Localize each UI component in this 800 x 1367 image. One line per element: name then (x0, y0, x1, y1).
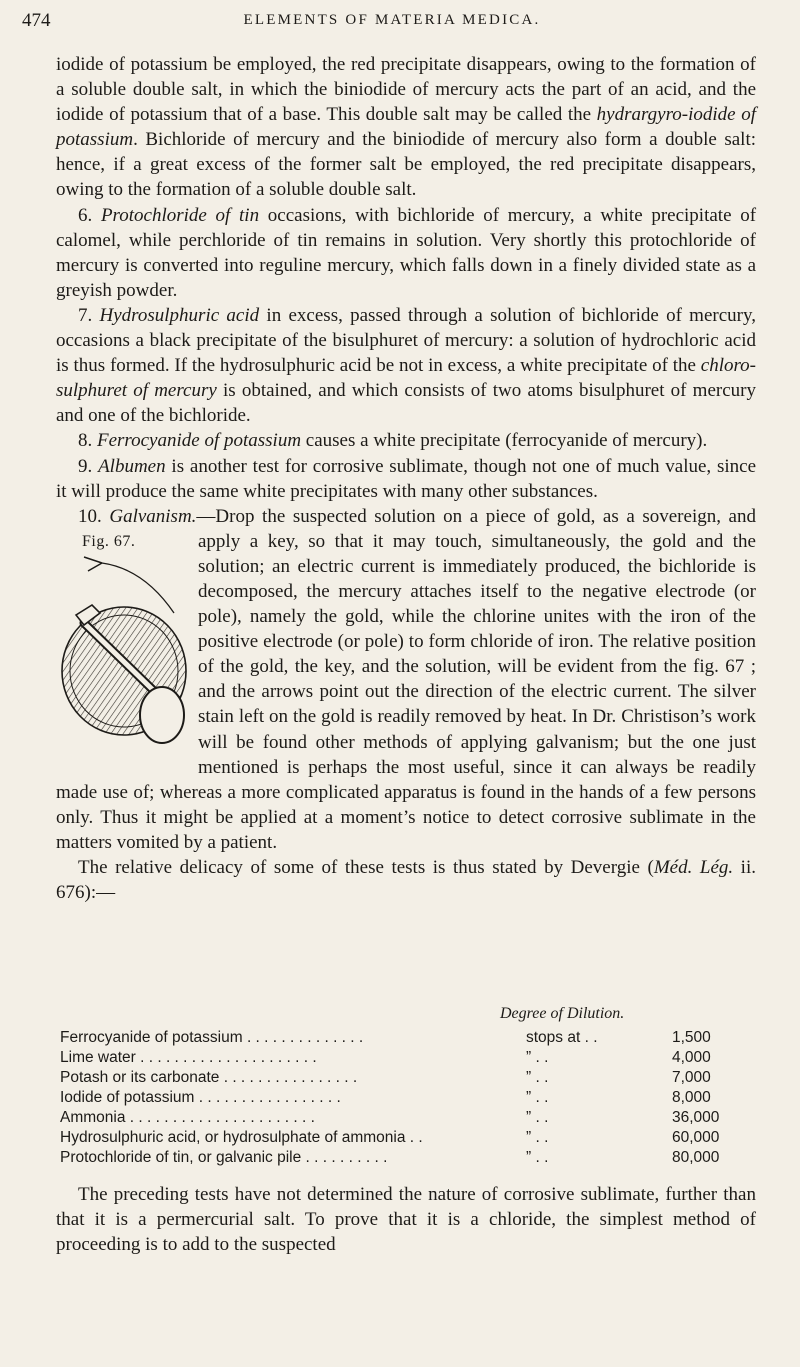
dilution-cell: 60,000 (672, 1129, 720, 1146)
main-text (56, 52, 756, 905)
stops-cell: ” . . (526, 1109, 549, 1126)
paragraph-test-7 (56, 303, 756, 428)
page-header (22, 10, 762, 36)
current-arc-shape (102, 563, 174, 613)
table-row (60, 1089, 760, 1109)
substance-cell: Potash or its carbonate . . . . . . . . . . . . . . . . (60, 1069, 358, 1086)
figure-67 (54, 529, 192, 769)
table-row (60, 1129, 760, 1149)
text-run: occasions, with bichloride of mercury, a white precipitate of calomel, while perchloride of tin remains in solution. Very shortly this protochloride of mercury is converted into reguline mercury, which falls down in a finely divided state as a greyish powder. (56, 204, 757, 301)
text-run: ii. 676):— (56, 857, 756, 904)
test-number: 9. (78, 455, 99, 477)
citation: Méd. Lég. (653, 857, 734, 878)
italic-term: hydrargyro-iodide of potassium (56, 104, 756, 151)
substance-cell: Ammonia . . . . . . . . . . . . . . . . . . . . . . (60, 1109, 315, 1126)
paragraph-test-10 (56, 504, 756, 855)
substance-cell: Protochloride of tin, or galvanic pile . . . . . . . . . . (60, 1149, 388, 1166)
substance-cell: Ferrocyanide of potassium . . . . . . . . . . . . . . (60, 1029, 364, 1046)
substance-cell: Iodide of potassium . . . . . . . . . . . . . . . . . (60, 1089, 341, 1106)
italic-term: Ferrocyanide of potassium (97, 430, 302, 452)
test-number: 10. (78, 505, 110, 527)
table-row (60, 1149, 760, 1169)
table-heading: Degree of Dilution. (500, 1005, 625, 1022)
text-run: —Drop the suspected solution on a piece of gold, as a sovereign, and apply a key, so that it may touch, simultaneously, the gold (196, 505, 756, 552)
key-bow-shape (140, 687, 184, 743)
stops-cell: ” . . (526, 1149, 549, 1166)
arrow-icon (84, 557, 102, 571)
paragraph-hydrargyro-iodide (56, 52, 756, 203)
dilution-cell: 8,000 (672, 1089, 711, 1106)
table-row (60, 1049, 760, 1069)
dilution-cell: 36,000 (672, 1109, 720, 1126)
text-run: The relative delicacy of some of these tests is thus stated by Devergie ( (78, 857, 654, 878)
table-row (60, 1109, 760, 1129)
text-run: causes a white precipitate (ferrocyanide of mercury). (301, 430, 708, 452)
closing-text (56, 1182, 756, 1257)
text-run: is another test for corrosive sublimate, though not one of much value, since it will produce the same white precipitates with many other substances. (56, 455, 757, 502)
page-number: 474 (22, 10, 51, 31)
italic-term: chloro-sulphuret of mercury (56, 355, 756, 402)
table-row (60, 1029, 760, 1049)
paragraph-test-6 (56, 203, 756, 303)
italic-term: Protochloride of tin (100, 204, 260, 226)
paragraph-chloride-test (56, 1182, 756, 1257)
dilution-cell: 4,000 (672, 1049, 711, 1066)
test-number: 8. (78, 430, 97, 452)
table-row (60, 1069, 760, 1089)
stops-cell: ” . . (526, 1129, 549, 1146)
paragraph-test-8 (56, 428, 756, 453)
galvanism-diagram (54, 553, 190, 763)
text-run: is obtained, and which consists of two atoms bisulphuret of mercury and one of the bichloride. (56, 380, 756, 427)
text-run: iodide of potassium be employed, the red precipitate disappears, owing to the formation of a soluble double salt, in which the biniodide of mercury acts the part of an acid, and the iodide of potassium that of a base. This double salt may be called the (56, 54, 756, 126)
italic-term: Hydrosulphuric acid (99, 304, 260, 326)
italic-term: Albumen (98, 455, 166, 477)
substance-cell: Hydrosulphuric acid, or hydrosulphate of ammonia . . (60, 1129, 423, 1146)
text-run: The preceding tests have not determined the nature of corrosive sublimate, further than that it is a permercurial salt. To prove that it is a chloride, the simplest method of proceeding is to add to the suspected (56, 1184, 756, 1256)
italic-term: Galvanism. (109, 505, 197, 527)
test-number: 6. (78, 204, 101, 226)
stops-cell: ” . . (526, 1049, 549, 1066)
stops-cell: ” . . (526, 1069, 549, 1086)
stops-cell: stops at . . (526, 1029, 598, 1046)
text-run: . Bichloride of mercury and the biniodide of mercury also form a double salt: hence, if a great excess of the former salt be employed, the red precipitate disappears, owing to the formation of a soluble double salt. (56, 129, 756, 201)
dilution-cell: 7,000 (672, 1069, 711, 1086)
test-number: 7. (78, 304, 100, 326)
text-run: in excess, passed through a solution of bichloride of mercury, occasions a black precipitate of the bisulphuret of mercury: a solution of hydrochloric acid is thus formed. If the hydrosulphuric acid be not in excess, a white precipitate of the (56, 304, 756, 377)
figure-label: Fig. 67. (82, 532, 136, 550)
dilution-cell: 1,500 (672, 1029, 711, 1046)
paragraph-test-9 (56, 454, 756, 504)
paragraph-delicacy-intro (56, 855, 756, 905)
dilution-cell: 80,000 (672, 1149, 720, 1166)
running-title: ELEMENTS OF MATERIA MEDICA. (243, 12, 541, 28)
substance-cell: Lime water . . . . . . . . . . . . . . . . . . . . . (60, 1049, 317, 1066)
stops-cell: ” . . (526, 1089, 549, 1106)
text-run: and the solution; an electric current is immediately produced, the bichloride is decomposed, the mercury attaches itself to the negative electrode (or pole), namely the gold, while the chlorine unites with the iron of the positive electrode (or pole) to form chloride of iron. The relative position of the gold, the key, and the solution, will be evident from the fig. 67 ; and the arrows point out the direction of the electric current. The silver stain left on the gold is readily removed by heat. In Dr. Christison’s work will be found other methods of applying galvanism; but the one just mentioned is perhaps the most useful, since it can always be readily made use of; whereas a more complicated apparatus is found in the hands of a few persons only. Thus it might be applied at a moment’s notice to detect corrosive sublimate in the matters vomited by a patient. (56, 530, 756, 853)
